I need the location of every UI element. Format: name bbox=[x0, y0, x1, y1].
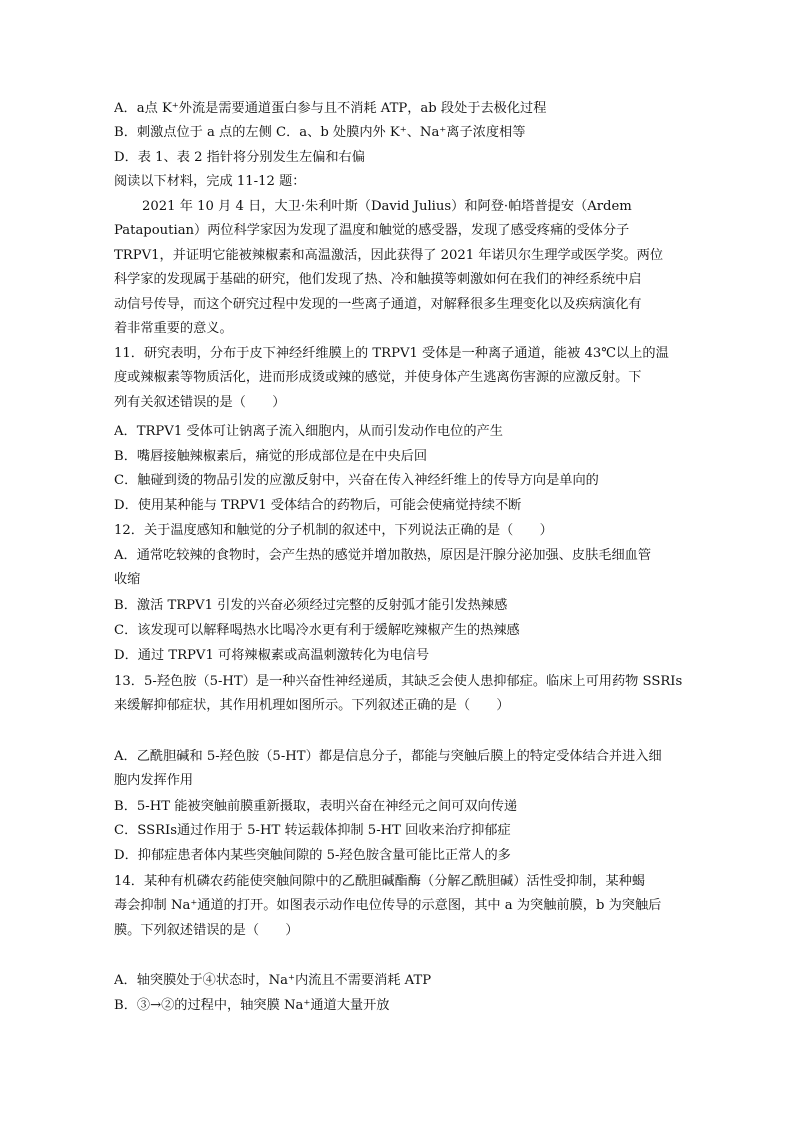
q12-option-c: C．该发现可以解释喝热水比喝冷水更有利于缓解吃辣椒产生的热辣感 bbox=[114, 623, 520, 638]
q12-option-a-2: 收缩 bbox=[114, 572, 141, 587]
q14-stem-2: 毒会抑制 Na⁺通道的打开。如图表示动作电位传导的示意图，其中 a 为突触前膜，b 为突触后 bbox=[114, 898, 662, 913]
q14-option-a: A．轴突膜处于④状态时，Na⁺内流且不需要消耗 ATP bbox=[114, 973, 432, 988]
q12-stem: 12．关于温度感知和触觉的分子机制的叙述中，下列说法正确的是（ ） bbox=[114, 523, 553, 538]
q14-option-b: B．③→②的过程中，轴突膜 Na⁺通道大量开放 bbox=[114, 998, 390, 1013]
q12-option-d: D．通过 TRPV1 可将辣椒素或高温刺激转化为电信号 bbox=[114, 648, 430, 663]
passage-line-3: TRPV1，并证明它能被辣椒素和高温激活，因此获得了 2021 年诺贝尔生理学或医学奖。两位 bbox=[114, 248, 664, 263]
q13-option-b: B．5-HT 能被突触前膜重新摄取，表明兴奋在神经元之间可双向传递 bbox=[114, 799, 518, 814]
q10-option-a: A．a点 K⁺外流是需要通道蛋白参与且不消耗 ATP，ab 段处于去极化过程 bbox=[114, 101, 547, 116]
q11-option-a: A．TRPV1 受体可让钠离子流入细胞内，从而引发动作电位的产生 bbox=[114, 424, 503, 439]
q13-option-a-2: 胞内发挥作用 bbox=[114, 773, 194, 788]
q14-stem-3: 膜。下列叙述错误的是（ ） bbox=[114, 923, 299, 938]
passage-line-4: 科学家的发现属于基础的研究，他们发现了热、冷和触摸等刺激如何在我们的神经系统中启 bbox=[114, 272, 642, 287]
q11-stem-2: 度或辣椒素等物质活化，进而形成烫或辣的感觉，并使身体产生逃离伤害源的应激反射。下 bbox=[114, 370, 642, 385]
q12-option-b: B．激活 TRPV1 引发的兴奋必须经过完整的反射弧才能引发热辣感 bbox=[114, 598, 508, 613]
q13-option-c: C．SSRIs通过作用于 5-HT 转运载体抑制 5-HT 回收来治疗抑郁症 bbox=[114, 823, 511, 838]
q13-option-a-1: A．乙酰胆碱和 5-羟色胺（5-HT）都是信息分子，都能与突触后膜上的特定受体结合并进入细 bbox=[114, 749, 662, 764]
q10-option-d: D．表 1、表 2 指针将分别发生左偏和右偏 bbox=[114, 150, 365, 165]
q11-option-c: C．触碰到烫的物品引发的应激反射中，兴奋在传入神经纤维上的传导方向是单向的 bbox=[114, 473, 599, 488]
q11-option-b: B．嘴唇接触辣椒素后，痛觉的形成部位是在中央后回 bbox=[114, 449, 428, 464]
q13-option-d: D．抑郁症患者体内某些突触间隙的 5-羟色胺含量可能比正常人的多 bbox=[114, 848, 511, 863]
q13-stem-2: 来缓解抑郁症状，其作用机理如图所示。下列叙述正确的是（ ） bbox=[114, 698, 510, 713]
q11-stem-1: 11．研究表明，分布于皮下神经纤维膜上的 TRPV1 受体是一种离子通道，能被 43℃以上的温 bbox=[114, 346, 669, 361]
q13-stem-1: 13．5-羟色胺（5-HT）是一种兴奋性神经递质，其缺乏会使人患抑郁症。临床上可用药物 SSRIs bbox=[114, 674, 682, 689]
passage-line-6: 着非常重要的意义。 bbox=[114, 321, 233, 336]
q10-option-b-c: B．刺激点位于 a 点的左侧 C．a、b 处膜内外 K⁺、Na⁺离子浓度相等 bbox=[114, 125, 526, 140]
passage-line-5: 动信号传导，而这个研究过程中发现的一些离子通道，对解释很多生理变化以及疾病演化有 bbox=[114, 297, 642, 312]
passage-line-1: 2021 年 10 月 4 日，大卫·朱利叶斯（David Julius）和阿登·帕塔普提安（Ardem bbox=[142, 199, 632, 214]
passage-line-2: Patapoutian）两位科学家因为发现了温度和触觉的感受器，发现了感受疼痛的受体分子 bbox=[114, 223, 630, 238]
q12-option-a-1: A．通常吃较辣的食物时，会产生热的感觉并增加散热，原因是汗腺分泌加强、皮肤毛细血管 bbox=[114, 548, 652, 563]
q11-stem-3: 列有关叙述错误的是（ ） bbox=[114, 395, 286, 410]
reading-instruction: 阅读以下材料，完成 11-12 题： bbox=[114, 174, 306, 189]
q14-stem-1: 14．某种有机磷农药能使突触间隙中的乙酰胆碱酯酶（分解乙酰胆碱）活性受抑制，某种蝎 bbox=[114, 874, 646, 889]
q11-option-d: D．使用某种能与 TRPV1 受体结合的药物后，可能会使痛觉持续不断 bbox=[114, 498, 522, 513]
